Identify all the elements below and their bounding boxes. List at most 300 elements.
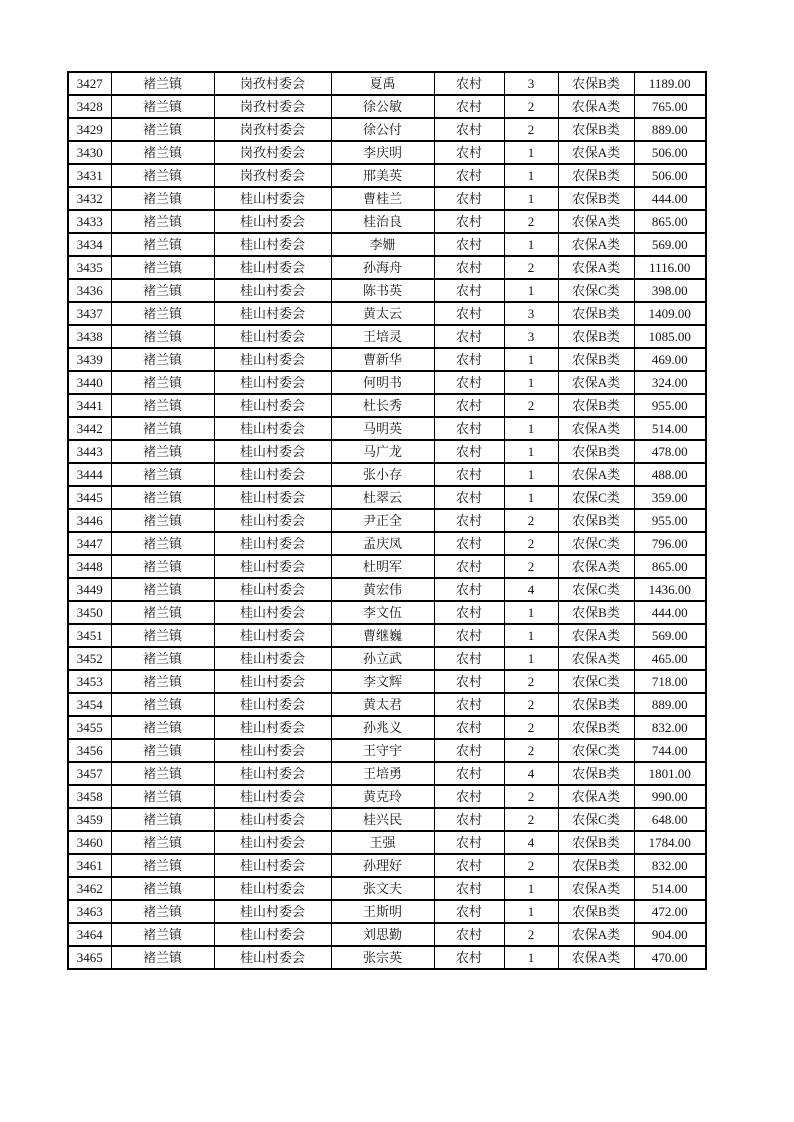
cell-count: 4 [504, 578, 558, 601]
cell-town: 褚兰镇 [111, 118, 214, 141]
table-row [68, 923, 706, 946]
cell-category: 农村 [434, 831, 504, 854]
cell-name: 李姗 [331, 233, 434, 256]
benefits-roster-table [67, 71, 707, 970]
cell-insurance_type: 农保B类 [558, 762, 634, 785]
cell-name: 黄太君 [331, 693, 434, 716]
cell-insurance_type: 农保A类 [558, 417, 634, 440]
table-row [68, 785, 706, 808]
table-row [68, 118, 706, 141]
cell-count: 2 [504, 716, 558, 739]
cell-amount: 765.00 [634, 95, 706, 118]
cell-category: 农村 [434, 900, 504, 923]
table-row [68, 877, 706, 900]
table-row [68, 808, 706, 831]
table-row [68, 532, 706, 555]
cell-village: 桂山村委会 [214, 739, 331, 762]
cell-amount: 478.00 [634, 440, 706, 463]
cell-town: 褚兰镇 [111, 762, 214, 785]
cell-village: 桂山村委会 [214, 601, 331, 624]
cell-seq: 3460 [68, 831, 111, 854]
cell-insurance_type: 农保A类 [558, 923, 634, 946]
cell-category: 农村 [434, 923, 504, 946]
cell-amount: 904.00 [634, 923, 706, 946]
cell-seq: 3447 [68, 532, 111, 555]
cell-amount: 1085.00 [634, 325, 706, 348]
table-row [68, 302, 706, 325]
table-row [68, 946, 706, 969]
cell-count: 2 [504, 808, 558, 831]
cell-amount: 718.00 [634, 670, 706, 693]
cell-insurance_type: 农保B类 [558, 72, 634, 95]
table-row [68, 601, 706, 624]
cell-category: 农村 [434, 440, 504, 463]
cell-name: 桂兴民 [331, 808, 434, 831]
cell-town: 褚兰镇 [111, 463, 214, 486]
cell-amount: 569.00 [634, 624, 706, 647]
table-row [68, 716, 706, 739]
cell-name: 桂治良 [331, 210, 434, 233]
cell-town: 褚兰镇 [111, 325, 214, 348]
cell-seq: 3429 [68, 118, 111, 141]
cell-amount: 1801.00 [634, 762, 706, 785]
cell-village: 桂山村委会 [214, 831, 331, 854]
cell-village: 桂山村委会 [214, 946, 331, 969]
table-row [68, 762, 706, 785]
cell-seq: 3440 [68, 371, 111, 394]
table-row [68, 578, 706, 601]
cell-count: 2 [504, 210, 558, 233]
cell-village: 桂山村委会 [214, 693, 331, 716]
cell-village: 桂山村委会 [214, 463, 331, 486]
cell-town: 褚兰镇 [111, 417, 214, 440]
cell-category: 农村 [434, 808, 504, 831]
cell-amount: 865.00 [634, 555, 706, 578]
cell-name: 杜明军 [331, 555, 434, 578]
cell-insurance_type: 农保B类 [558, 348, 634, 371]
cell-count: 1 [504, 877, 558, 900]
table-row [68, 440, 706, 463]
cell-insurance_type: 农保C类 [558, 532, 634, 555]
cell-count: 1 [504, 900, 558, 923]
cell-seq: 3449 [68, 578, 111, 601]
cell-category: 农村 [434, 578, 504, 601]
table-row [68, 624, 706, 647]
cell-insurance_type: 农保A类 [558, 555, 634, 578]
cell-town: 褚兰镇 [111, 831, 214, 854]
cell-seq: 3437 [68, 302, 111, 325]
cell-name: 孟庆凤 [331, 532, 434, 555]
cell-category: 农村 [434, 463, 504, 486]
cell-name: 曹桂兰 [331, 187, 434, 210]
cell-seq: 3436 [68, 279, 111, 302]
cell-town: 褚兰镇 [111, 187, 214, 210]
cell-insurance_type: 农保A类 [558, 877, 634, 900]
cell-village: 桂山村委会 [214, 716, 331, 739]
table-row [68, 693, 706, 716]
cell-name: 刘思勤 [331, 923, 434, 946]
cell-seq: 3432 [68, 187, 111, 210]
cell-category: 农村 [434, 946, 504, 969]
cell-seq: 3430 [68, 141, 111, 164]
cell-amount: 744.00 [634, 739, 706, 762]
table-row [68, 348, 706, 371]
cell-insurance_type: 农保A类 [558, 463, 634, 486]
table-row [68, 256, 706, 279]
cell-seq: 3441 [68, 394, 111, 417]
cell-amount: 359.00 [634, 486, 706, 509]
cell-insurance_type: 农保C类 [558, 486, 634, 509]
cell-town: 褚兰镇 [111, 808, 214, 831]
cell-name: 张宗英 [331, 946, 434, 969]
cell-name: 孙海舟 [331, 256, 434, 279]
cell-category: 农村 [434, 785, 504, 808]
cell-town: 褚兰镇 [111, 601, 214, 624]
cell-insurance_type: 农保B类 [558, 187, 634, 210]
cell-town: 褚兰镇 [111, 923, 214, 946]
cell-count: 1 [504, 187, 558, 210]
cell-count: 2 [504, 95, 558, 118]
table-row [68, 509, 706, 532]
cell-category: 农村 [434, 394, 504, 417]
cell-insurance_type: 农保A类 [558, 210, 634, 233]
cell-name: 杜翠云 [331, 486, 434, 509]
cell-count: 1 [504, 141, 558, 164]
cell-seq: 3451 [68, 624, 111, 647]
cell-town: 褚兰镇 [111, 578, 214, 601]
cell-amount: 832.00 [634, 716, 706, 739]
cell-amount: 1116.00 [634, 256, 706, 279]
cell-count: 1 [504, 348, 558, 371]
cell-name: 张文夫 [331, 877, 434, 900]
cell-category: 农村 [434, 72, 504, 95]
cell-town: 褚兰镇 [111, 739, 214, 762]
cell-insurance_type: 农保C类 [558, 670, 634, 693]
cell-town: 褚兰镇 [111, 164, 214, 187]
cell-category: 农村 [434, 762, 504, 785]
cell-amount: 506.00 [634, 164, 706, 187]
cell-seq: 3445 [68, 486, 111, 509]
cell-count: 1 [504, 164, 558, 187]
cell-town: 褚兰镇 [111, 693, 214, 716]
cell-name: 王培灵 [331, 325, 434, 348]
cell-village: 桂山村委会 [214, 900, 331, 923]
cell-name: 徐公付 [331, 118, 434, 141]
cell-category: 农村 [434, 647, 504, 670]
cell-amount: 1436.00 [634, 578, 706, 601]
cell-seq: 3458 [68, 785, 111, 808]
cell-amount: 990.00 [634, 785, 706, 808]
cell-count: 2 [504, 785, 558, 808]
cell-amount: 889.00 [634, 118, 706, 141]
cell-category: 农村 [434, 164, 504, 187]
cell-seq: 3434 [68, 233, 111, 256]
cell-amount: 1189.00 [634, 72, 706, 95]
cell-town: 褚兰镇 [111, 486, 214, 509]
cell-village: 桂山村委会 [214, 923, 331, 946]
cell-count: 2 [504, 854, 558, 877]
cell-count: 2 [504, 923, 558, 946]
table-row [68, 670, 706, 693]
cell-category: 农村 [434, 187, 504, 210]
cell-seq: 3454 [68, 693, 111, 716]
cell-count: 3 [504, 72, 558, 95]
cell-amount: 955.00 [634, 394, 706, 417]
cell-insurance_type: 农保B类 [558, 302, 634, 325]
table-row [68, 95, 706, 118]
cell-village: 桂山村委会 [214, 440, 331, 463]
cell-name: 孙立武 [331, 647, 434, 670]
cell-amount: 506.00 [634, 141, 706, 164]
table-row [68, 210, 706, 233]
cell-name: 张小存 [331, 463, 434, 486]
cell-category: 农村 [434, 739, 504, 762]
table-row [68, 739, 706, 762]
cell-village: 桂山村委会 [214, 210, 331, 233]
cell-amount: 465.00 [634, 647, 706, 670]
cell-category: 农村 [434, 279, 504, 302]
cell-category: 农村 [434, 854, 504, 877]
cell-category: 农村 [434, 371, 504, 394]
cell-count: 2 [504, 532, 558, 555]
cell-village: 桂山村委会 [214, 394, 331, 417]
cell-count: 3 [504, 325, 558, 348]
cell-name: 黄克玲 [331, 785, 434, 808]
cell-count: 2 [504, 555, 558, 578]
cell-name: 尹正全 [331, 509, 434, 532]
cell-name: 黄太云 [331, 302, 434, 325]
cell-count: 1 [504, 233, 558, 256]
cell-amount: 470.00 [634, 946, 706, 969]
cell-village: 桂山村委会 [214, 555, 331, 578]
cell-insurance_type: 农保B类 [558, 394, 634, 417]
cell-seq: 3438 [68, 325, 111, 348]
table-row [68, 831, 706, 854]
cell-name: 夏禹 [331, 72, 434, 95]
cell-insurance_type: 农保B类 [558, 831, 634, 854]
cell-amount: 488.00 [634, 463, 706, 486]
cell-insurance_type: 农保A类 [558, 946, 634, 969]
table-row [68, 900, 706, 923]
cell-town: 褚兰镇 [111, 440, 214, 463]
cell-name: 邢美英 [331, 164, 434, 187]
cell-category: 农村 [434, 325, 504, 348]
cell-amount: 514.00 [634, 417, 706, 440]
cell-village: 桂山村委会 [214, 371, 331, 394]
cell-amount: 832.00 [634, 854, 706, 877]
cell-village: 桂山村委会 [214, 785, 331, 808]
cell-town: 褚兰镇 [111, 72, 214, 95]
cell-category: 农村 [434, 555, 504, 578]
cell-insurance_type: 农保A类 [558, 647, 634, 670]
cell-village: 桂山村委会 [214, 532, 331, 555]
table-row [68, 854, 706, 877]
table-row [68, 417, 706, 440]
cell-category: 农村 [434, 877, 504, 900]
cell-count: 1 [504, 417, 558, 440]
cell-town: 褚兰镇 [111, 716, 214, 739]
cell-village: 岗孜村委会 [214, 95, 331, 118]
cell-count: 1 [504, 601, 558, 624]
cell-seq: 3443 [68, 440, 111, 463]
cell-town: 褚兰镇 [111, 348, 214, 371]
cell-seq: 3435 [68, 256, 111, 279]
cell-name: 李文伍 [331, 601, 434, 624]
cell-seq: 3428 [68, 95, 111, 118]
cell-village: 桂山村委会 [214, 348, 331, 371]
cell-amount: 955.00 [634, 509, 706, 532]
table-body [68, 72, 706, 969]
cell-seq: 3453 [68, 670, 111, 693]
cell-insurance_type: 农保B类 [558, 509, 634, 532]
table-row [68, 647, 706, 670]
cell-village: 桂山村委会 [214, 325, 331, 348]
cell-village: 桂山村委会 [214, 417, 331, 440]
cell-insurance_type: 农保A类 [558, 256, 634, 279]
cell-town: 褚兰镇 [111, 141, 214, 164]
cell-name: 曹新华 [331, 348, 434, 371]
cell-seq: 3448 [68, 555, 111, 578]
cell-category: 农村 [434, 348, 504, 371]
cell-village: 桂山村委会 [214, 486, 331, 509]
cell-insurance_type: 农保C类 [558, 578, 634, 601]
cell-amount: 324.00 [634, 371, 706, 394]
cell-amount: 865.00 [634, 210, 706, 233]
cell-town: 褚兰镇 [111, 670, 214, 693]
cell-village: 桂山村委会 [214, 233, 331, 256]
cell-town: 褚兰镇 [111, 647, 214, 670]
cell-count: 2 [504, 670, 558, 693]
cell-town: 褚兰镇 [111, 946, 214, 969]
cell-seq: 3442 [68, 417, 111, 440]
cell-seq: 3457 [68, 762, 111, 785]
table-row [68, 141, 706, 164]
cell-count: 1 [504, 463, 558, 486]
cell-town: 褚兰镇 [111, 210, 214, 233]
cell-name: 徐公敏 [331, 95, 434, 118]
cell-seq: 3461 [68, 854, 111, 877]
cell-village: 桂山村委会 [214, 762, 331, 785]
cell-town: 褚兰镇 [111, 95, 214, 118]
cell-seq: 3455 [68, 716, 111, 739]
cell-seq: 3450 [68, 601, 111, 624]
table-row [68, 72, 706, 95]
cell-insurance_type: 农保B类 [558, 854, 634, 877]
cell-category: 农村 [434, 141, 504, 164]
cell-insurance_type: 农保B类 [558, 164, 634, 187]
cell-name: 马广龙 [331, 440, 434, 463]
cell-seq: 3463 [68, 900, 111, 923]
cell-count: 1 [504, 279, 558, 302]
cell-amount: 444.00 [634, 601, 706, 624]
cell-town: 褚兰镇 [111, 279, 214, 302]
cell-insurance_type: 农保C类 [558, 808, 634, 831]
cell-amount: 1784.00 [634, 831, 706, 854]
cell-village: 岗孜村委会 [214, 72, 331, 95]
table-row [68, 233, 706, 256]
cell-seq: 3439 [68, 348, 111, 371]
cell-village: 桂山村委会 [214, 808, 331, 831]
cell-seq: 3431 [68, 164, 111, 187]
cell-name: 王斯明 [331, 900, 434, 923]
cell-category: 农村 [434, 509, 504, 532]
cell-insurance_type: 农保B类 [558, 693, 634, 716]
table-row [68, 394, 706, 417]
cell-category: 农村 [434, 417, 504, 440]
cell-village: 桂山村委会 [214, 624, 331, 647]
cell-name: 王强 [331, 831, 434, 854]
cell-seq: 3433 [68, 210, 111, 233]
cell-count: 2 [504, 394, 558, 417]
cell-town: 褚兰镇 [111, 233, 214, 256]
cell-name: 陈书英 [331, 279, 434, 302]
cell-town: 褚兰镇 [111, 256, 214, 279]
cell-count: 2 [504, 739, 558, 762]
cell-amount: 398.00 [634, 279, 706, 302]
cell-village: 桂山村委会 [214, 670, 331, 693]
cell-count: 4 [504, 831, 558, 854]
cell-village: 桂山村委会 [214, 279, 331, 302]
cell-village: 桂山村委会 [214, 302, 331, 325]
cell-name: 马明英 [331, 417, 434, 440]
cell-category: 农村 [434, 302, 504, 325]
cell-seq: 3459 [68, 808, 111, 831]
cell-town: 褚兰镇 [111, 854, 214, 877]
table-row [68, 279, 706, 302]
cell-town: 褚兰镇 [111, 532, 214, 555]
cell-category: 农村 [434, 601, 504, 624]
cell-category: 农村 [434, 716, 504, 739]
cell-village: 岗孜村委会 [214, 164, 331, 187]
cell-insurance_type: 农保C类 [558, 279, 634, 302]
cell-town: 褚兰镇 [111, 555, 214, 578]
cell-name: 孙兆义 [331, 716, 434, 739]
cell-insurance_type: 农保B类 [558, 325, 634, 348]
cell-category: 农村 [434, 210, 504, 233]
cell-count: 1 [504, 440, 558, 463]
cell-amount: 514.00 [634, 877, 706, 900]
cell-town: 褚兰镇 [111, 785, 214, 808]
cell-insurance_type: 农保C类 [558, 739, 634, 762]
cell-seq: 3446 [68, 509, 111, 532]
cell-amount: 1409.00 [634, 302, 706, 325]
cell-village: 桂山村委会 [214, 578, 331, 601]
cell-category: 农村 [434, 693, 504, 716]
cell-count: 1 [504, 624, 558, 647]
cell-category: 农村 [434, 532, 504, 555]
cell-insurance_type: 农保B类 [558, 440, 634, 463]
cell-count: 1 [504, 946, 558, 969]
cell-seq: 3427 [68, 72, 111, 95]
table-row [68, 486, 706, 509]
cell-name: 何明书 [331, 371, 434, 394]
cell-insurance_type: 农保B类 [558, 601, 634, 624]
cell-seq: 3456 [68, 739, 111, 762]
cell-town: 褚兰镇 [111, 900, 214, 923]
cell-insurance_type: 农保A类 [558, 371, 634, 394]
cell-amount: 444.00 [634, 187, 706, 210]
cell-town: 褚兰镇 [111, 509, 214, 532]
cell-amount: 472.00 [634, 900, 706, 923]
cell-town: 褚兰镇 [111, 624, 214, 647]
cell-count: 2 [504, 509, 558, 532]
cell-insurance_type: 农保B类 [558, 118, 634, 141]
cell-name: 杜长秀 [331, 394, 434, 417]
cell-count: 1 [504, 647, 558, 670]
cell-category: 农村 [434, 118, 504, 141]
cell-town: 褚兰镇 [111, 371, 214, 394]
cell-amount: 569.00 [634, 233, 706, 256]
